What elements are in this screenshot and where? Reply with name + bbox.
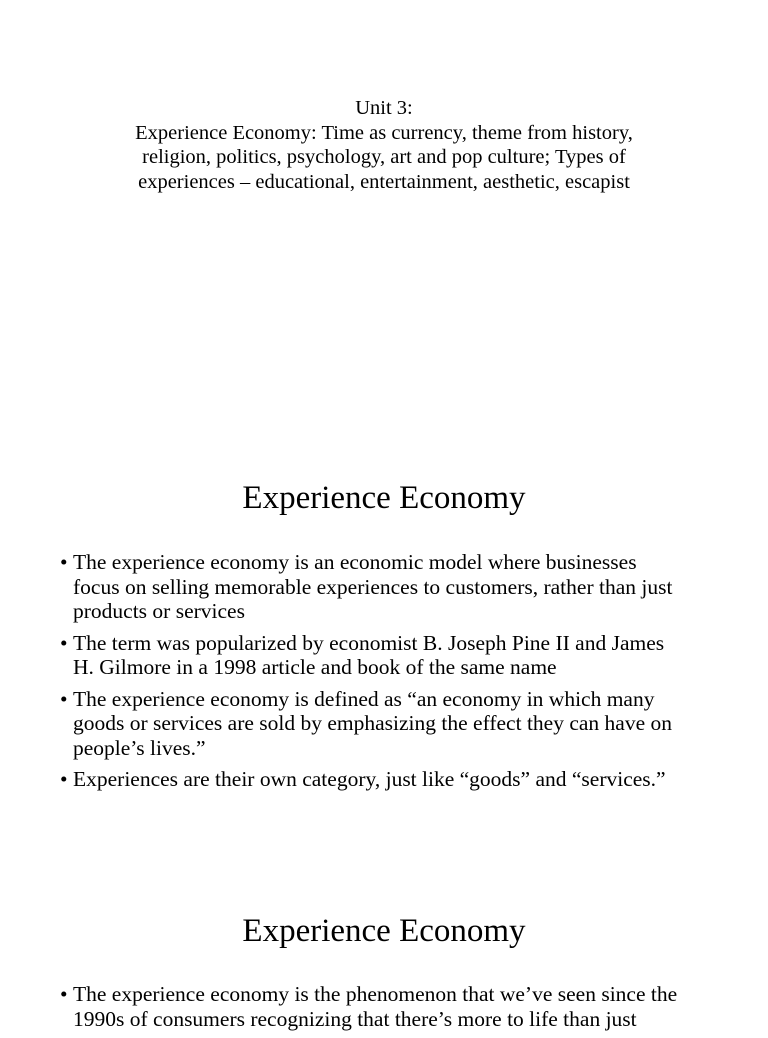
bullet-glyph: • (60, 767, 68, 791)
unit-topics-line-2: religion, politics, psychology, art and pop culture; Types of (142, 146, 626, 168)
slide-2-heading: Experience Economy (242, 480, 526, 516)
bullet-line: The term was popularized by economist B. Joseph Pine II and James (73, 630, 665, 655)
bullet-line: Experiences are their own category, just like “goods” and “services.” (73, 767, 666, 791)
bullet-line: The experience economy is defined as “an economy in which many (73, 686, 655, 711)
bullet-line: people’s lives.” (73, 735, 206, 760)
bullet-line: The experience economy is the phenomenon that we’ve seen since the (73, 982, 678, 1006)
bullet-glyph: • (60, 550, 68, 574)
unit-title-block (0, 96, 768, 194)
bullet-line: products or services (73, 599, 245, 623)
bullet-line: H. Gilmore in a 1998 article and book of the same name (73, 655, 557, 679)
unit-topics-line-1: Experience Economy: Time as currency, theme from history, (135, 121, 633, 144)
bullet-glyph: • (60, 982, 68, 1006)
bullet-line: focus on selling memorable experiences to customers, rather than just (73, 574, 673, 599)
unit-topics-line-3: experiences – educational, entertainment, aesthetic, escapist (138, 170, 630, 193)
bullet-line: 1990s of consumers recognizing that there’s more to life than just (73, 1006, 637, 1031)
unit-label: Unit 3: (355, 97, 413, 119)
bullet-item (60, 631, 720, 680)
slide-3-heading: Experience Economy (242, 913, 526, 949)
bullet-glyph: • (60, 686, 68, 711)
slide-3-bullet-list (60, 982, 720, 1038)
slide-2-bullet-list (60, 550, 720, 799)
bullet-item (60, 550, 720, 624)
bullet-glyph: • (60, 630, 68, 655)
bullet-line: The experience economy is an economic model where businesses (73, 550, 637, 574)
bullet-item (60, 687, 720, 761)
bullet-line: goods or services are sold by emphasizing the effect they can have on (73, 711, 673, 735)
bullet-item (60, 767, 720, 792)
